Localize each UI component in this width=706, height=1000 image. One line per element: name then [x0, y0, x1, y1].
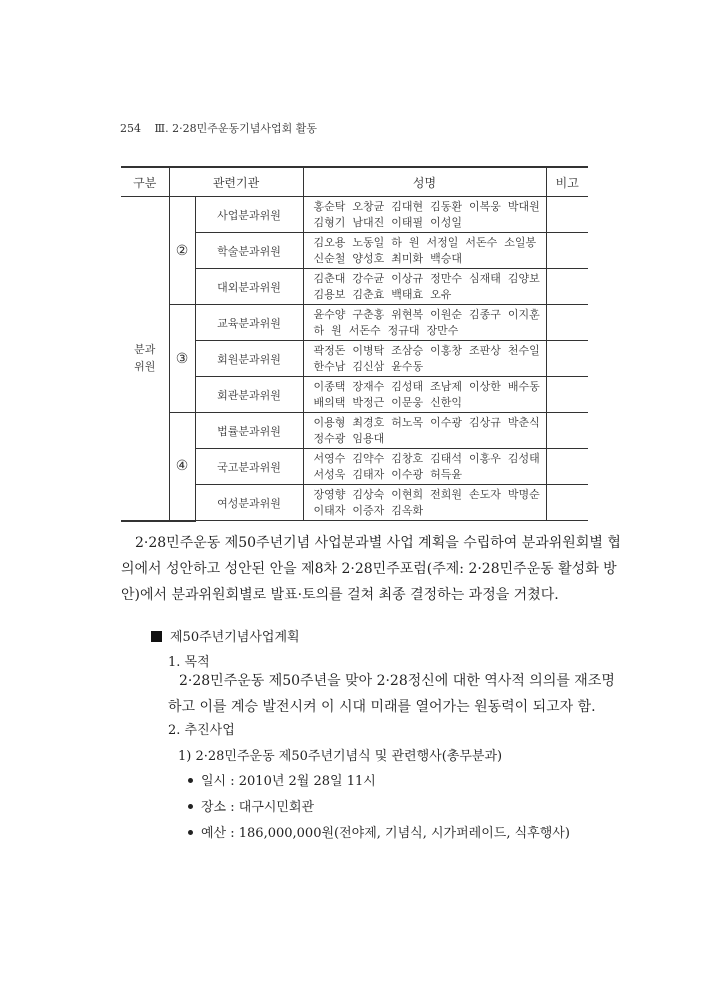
names-line: 곽정돈 이병탁 조삼승 이홍창 조판상 천수일 — [313, 343, 540, 357]
body-paragraph — [121, 530, 621, 608]
note-cell — [546, 449, 588, 485]
committee-name: 교육분과위원 — [195, 305, 303, 341]
names-line: 신순철 양성호 최미화 백승대 — [313, 251, 462, 265]
committee-name: 여성분과위원 — [195, 485, 303, 521]
subitem-ceremony-label: 1) 2·28민주운동 제50주년기념식 및 관련행사(총무분과) — [178, 749, 503, 764]
bullet-icon — [188, 804, 193, 809]
note-cell — [546, 305, 588, 341]
names-line: 김형기 남대진 이태필 이성일 — [313, 215, 462, 229]
committee-name: 회관분과위원 — [195, 377, 303, 413]
section-title: 제50주년기념사업계획 — [170, 630, 300, 645]
committee-table — [121, 166, 588, 522]
bullet-text: 예산 : 186,000,000원(전야제, 기념식, 시가퍼레이드, 식후행사) — [201, 826, 570, 841]
committee-name: 대외분과위원 — [195, 269, 303, 305]
names-line: 윤수양 구춘홍 위현복 이원순 김종구 이지훈 — [313, 307, 540, 321]
item-projects-label: 2. 추진사업 — [168, 723, 235, 738]
item-purpose-label: 1. 목적 — [168, 655, 210, 670]
paragraph-line: 2·28민주운동 제50주년을 맞아 2·28정신에 대한 역사적 의의를 재조명 — [179, 673, 615, 689]
names-line: 이태자 이증자 김옥화 — [313, 503, 424, 517]
bullet-text: 일시 : 2010년 2월 28일 11시 — [201, 774, 376, 789]
running-title: Ⅲ. 2·28민주운동기념사업회 활동 — [154, 122, 317, 135]
table-row — [121, 305, 588, 341]
names-line: 한수남 김신삼 윤수동 — [313, 359, 424, 373]
member-names — [303, 485, 546, 521]
header-category: 구분 — [121, 167, 169, 197]
category-label: 위원 — [134, 360, 156, 374]
committee-name: 학술분과위원 — [195, 233, 303, 269]
member-names — [303, 197, 546, 233]
names-line: 홍순탁 오창균 김대현 김동환 이복웅 박대원 — [313, 199, 540, 213]
table-row — [121, 413, 588, 449]
group-number: ④ — [169, 413, 195, 521]
group-number: ② — [169, 197, 195, 305]
category-cell — [121, 197, 169, 521]
names-line: 서영수 김약수 김창호 김태석 이홍우 김성태 — [313, 451, 540, 465]
page-number: 254 — [120, 122, 141, 135]
bullet-item — [188, 770, 376, 789]
member-names — [303, 341, 546, 377]
black-square-icon — [151, 631, 162, 642]
names-line: 김오용 노동일 하 원 서정일 서돈수 소일봉 — [313, 235, 537, 249]
names-line: 서성욱 김태자 이수광 허득윤 — [313, 467, 462, 481]
bullet-item — [188, 796, 314, 815]
group-number: ③ — [169, 305, 195, 413]
note-cell — [546, 341, 588, 377]
committee-name: 회원분과위원 — [195, 341, 303, 377]
committee-name: 사업분과위원 — [195, 197, 303, 233]
table-header-row — [121, 167, 588, 197]
committee-name: 국고분과위원 — [195, 449, 303, 485]
names-line: 이용형 최경호 허노목 이수광 김상규 박춘식 — [313, 415, 540, 429]
note-cell — [546, 233, 588, 269]
member-names — [303, 269, 546, 305]
member-names — [303, 233, 546, 269]
bullet-icon — [188, 778, 193, 783]
header-organization: 관련기관 — [169, 167, 303, 197]
names-line: 장영향 김상숙 이현희 전희원 손도자 박명순 — [313, 487, 540, 501]
names-line: 배의택 박정근 이문웅 신한익 — [313, 395, 462, 409]
note-cell — [546, 413, 588, 449]
section-heading — [151, 626, 300, 645]
paragraph-line: 의에서 성안하고 성안된 안을 제8차 2·28민주포럼(주제: 2·28민주운동 활성화 방 — [121, 561, 617, 577]
member-names — [303, 449, 546, 485]
note-cell — [546, 269, 588, 305]
note-cell — [546, 197, 588, 233]
paragraph-line: 2·28민주운동 제50주년기념 사업분과별 사업 계획을 수립하여 분과위원회별 협 — [135, 535, 621, 551]
header-names: 성명 — [303, 167, 546, 197]
names-line: 하 원 서돈수 정규대 장만수 — [313, 323, 459, 337]
bullet-item — [188, 822, 570, 841]
paragraph-line: 안)에서 분과위원회별로 발표·토의를 걸쳐 최종 결정하는 과정을 거쳤다. — [121, 587, 559, 603]
member-names — [303, 377, 546, 413]
category-label: 분과 — [134, 343, 156, 357]
header-note: 비고 — [546, 167, 588, 197]
names-line: 김용보 김춘효 백태효 오유 — [313, 287, 452, 301]
purpose-paragraph — [168, 668, 615, 720]
member-names — [303, 413, 546, 449]
names-line: 김춘대 강수균 이상규 정만수 심재태 김양보 — [313, 271, 540, 285]
member-names — [303, 305, 546, 341]
note-cell — [546, 377, 588, 413]
committee-name: 법률분과위원 — [195, 413, 303, 449]
bullet-icon — [188, 830, 193, 835]
bullet-text: 장소 : 대구시민회관 — [201, 800, 315, 815]
names-line: 이종택 장재수 김성태 조남제 이상한 배수동 — [313, 379, 540, 393]
table-row — [121, 197, 588, 233]
note-cell — [546, 485, 588, 521]
names-line: 정수광 임용대 — [313, 431, 385, 445]
paragraph-line: 하고 이를 계승 발전시켜 이 시대 미래를 열어가는 원동력이 되고자 함. — [168, 699, 596, 715]
page-header — [120, 120, 317, 136]
